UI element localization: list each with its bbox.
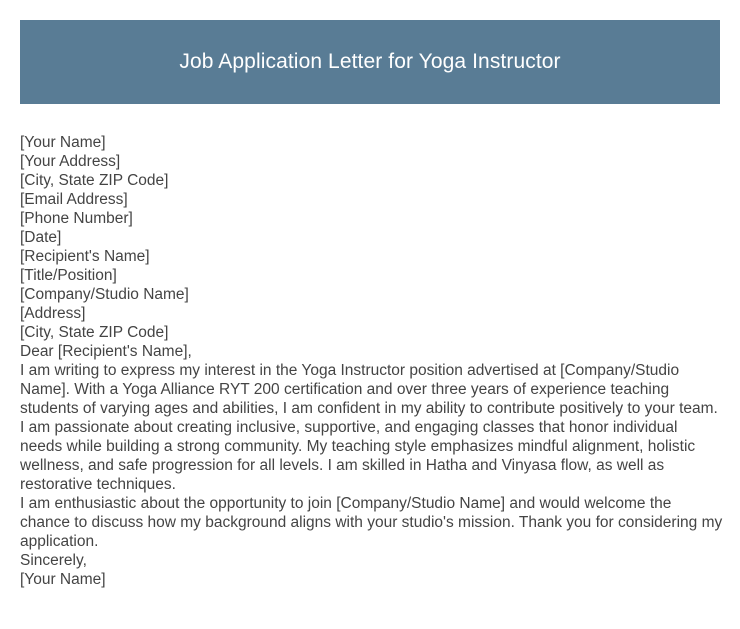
signature: [Your Name] [20,571,106,588]
recipient-address: [Address] [20,305,86,322]
sender-city-state-zip: [City, State ZIP Code] [20,172,169,189]
letter-date: [Date] [20,229,62,246]
paragraph-teaching-style: I am passionate about creating inclusive, supportive, and engaging classes that honor individual needs while building a strong community. My teaching style emphasizes mindful alignment, holistic wellness, and safe progression for all levels. I am skilled in Hatha and Vinyasa flow, as well as restorative techniques. [20,419,696,493]
sender-phone: [Phone Number] [20,210,133,227]
sender-block [20,133,723,247]
paragraph-interest: I am writing to express my interest in the Yoga Instructor position advertised at [Company/Studio Name]. With a Yoga Alliance RYT 200 certification and over three years of experience teaching students of varying ages and abilities, I am confident in my ability to contribute positively to your team. [20,362,718,417]
paragraph-closing: I am enthusiastic about the opportunity to join [Company/Studio Name] and would welcome the chance to discuss how my background aligns with your studio's mission. Thank you for considering my application. [20,495,723,550]
closing: Sincerely, [20,552,87,569]
recipient-company: [Company/Studio Name] [20,286,189,303]
letter-body [20,133,723,589]
recipient-title: [Title/Position] [20,267,117,284]
header-banner [20,20,720,104]
sender-address: [Your Address] [20,153,121,170]
recipient-block [20,247,723,342]
recipient-city-state-zip: [City, State ZIP Code] [20,324,169,341]
salutation: Dear [Recipient's Name], [20,343,192,360]
sender-email: [Email Address] [20,191,128,208]
page-title: Job Application Letter for Yoga Instructor [179,50,561,73]
sender-name: [Your Name] [20,134,106,151]
recipient-name: [Recipient's Name] [20,248,150,265]
